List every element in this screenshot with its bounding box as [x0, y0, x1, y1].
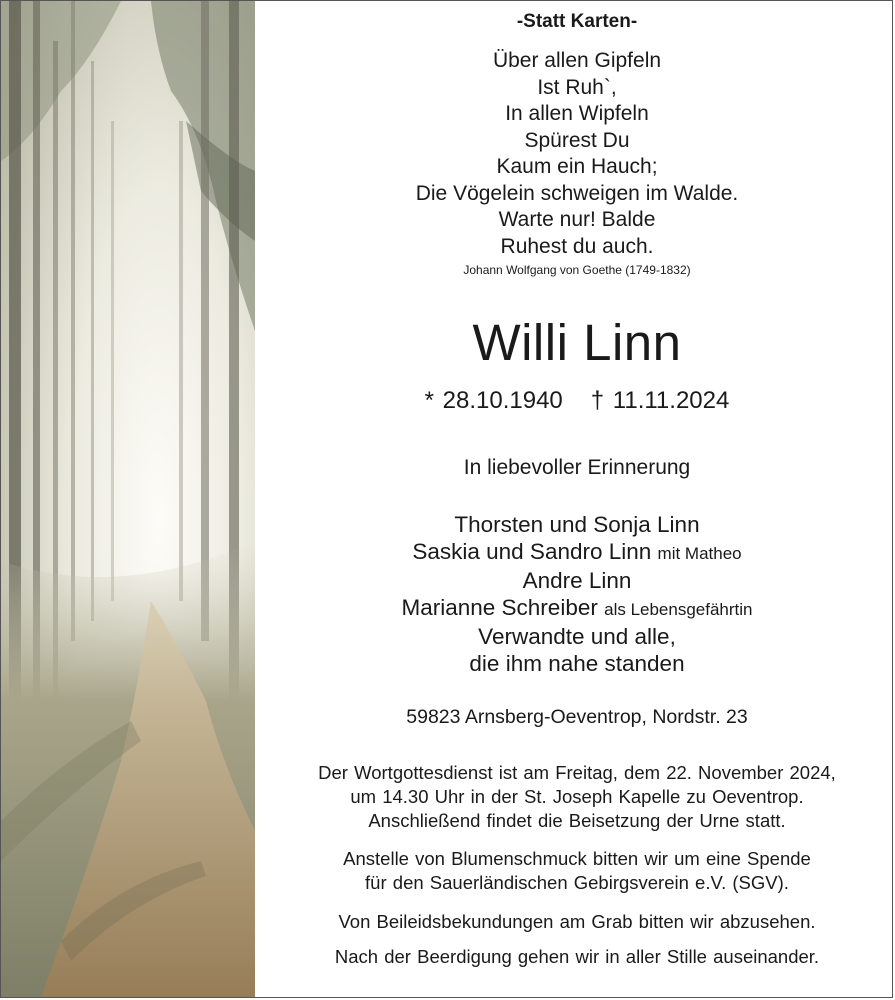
poem-line: Über allen Gipfeln [492, 49, 662, 72]
family-member-note: als Lebensgefährtin [604, 600, 753, 619]
notice-line: Anstelle von Blumenschmuck bitten wir um eine Spende [343, 848, 811, 869]
forest-path-illustration [1, 1, 255, 997]
forest-path-image [1, 1, 255, 997]
family-address: 59823 Arnsberg-Oeventrop, Nordstr. 23 [406, 706, 748, 728]
header-statt-karten: -Statt Karten- [516, 11, 638, 32]
poem-line: Kaum ein Hauch; [496, 155, 658, 178]
poem-line: In allen Wipfeln [505, 102, 649, 125]
notice-line: Der Wortgottesdienst ist am Freitag, dem 22. November 2024, [318, 762, 836, 783]
death-date: † 11.11.2024 [590, 387, 730, 414]
birth-date: * 28.10.1940 [424, 387, 563, 414]
obituary-text [259, 1, 895, 997]
poem-line: Warte nur! Balde [498, 208, 656, 231]
family-member-note: mit Matheo [657, 544, 742, 563]
poem-line: Ist Ruh`, [537, 75, 617, 99]
family-member: die ihm nahe standen [469, 651, 685, 676]
family-member: Saskia und Sandro Linn mit Matheo [412, 539, 742, 564]
deceased-name: Willi Linn [472, 314, 682, 371]
poem-author: Johann Wolfgang von Goethe (1749-1832) [463, 263, 691, 277]
memory-line: In liebevoller Erinnerung [463, 456, 691, 479]
farewell-notice: Nach der Beerdigung gehen wir in aller Stille auseinander. [334, 946, 820, 967]
condolences-notice: Von Beileidsbekundungen am Grab bitten wir abzusehen. [338, 911, 816, 932]
poem-line: Die Vögelein schweigen im Walde. [415, 181, 739, 205]
family-member: Andre Linn [522, 568, 632, 593]
family-member: Verwandte und alle, [478, 624, 676, 649]
poem [259, 48, 895, 278]
poem-line: Ruhest du auch. [500, 234, 654, 258]
poem-line: Spürest Du [524, 128, 630, 152]
service-notice [259, 761, 895, 833]
life-dates [259, 387, 895, 415]
donation-notice [259, 847, 895, 895]
notice-line: für den Sauerländischen Gebirgsverein e.V. (SGV). [365, 872, 789, 893]
notice-line: um 14.30 Uhr in der St. Joseph Kapelle zu Oeventrop. [350, 786, 804, 807]
family-list [259, 511, 895, 677]
family-member: Thorsten und Sonja Linn [454, 512, 700, 537]
family-member: Marianne Schreiber als Lebensgefährtin [401, 595, 753, 620]
notice-line: Anschließend findet die Beisetzung der Urne statt. [368, 810, 786, 831]
